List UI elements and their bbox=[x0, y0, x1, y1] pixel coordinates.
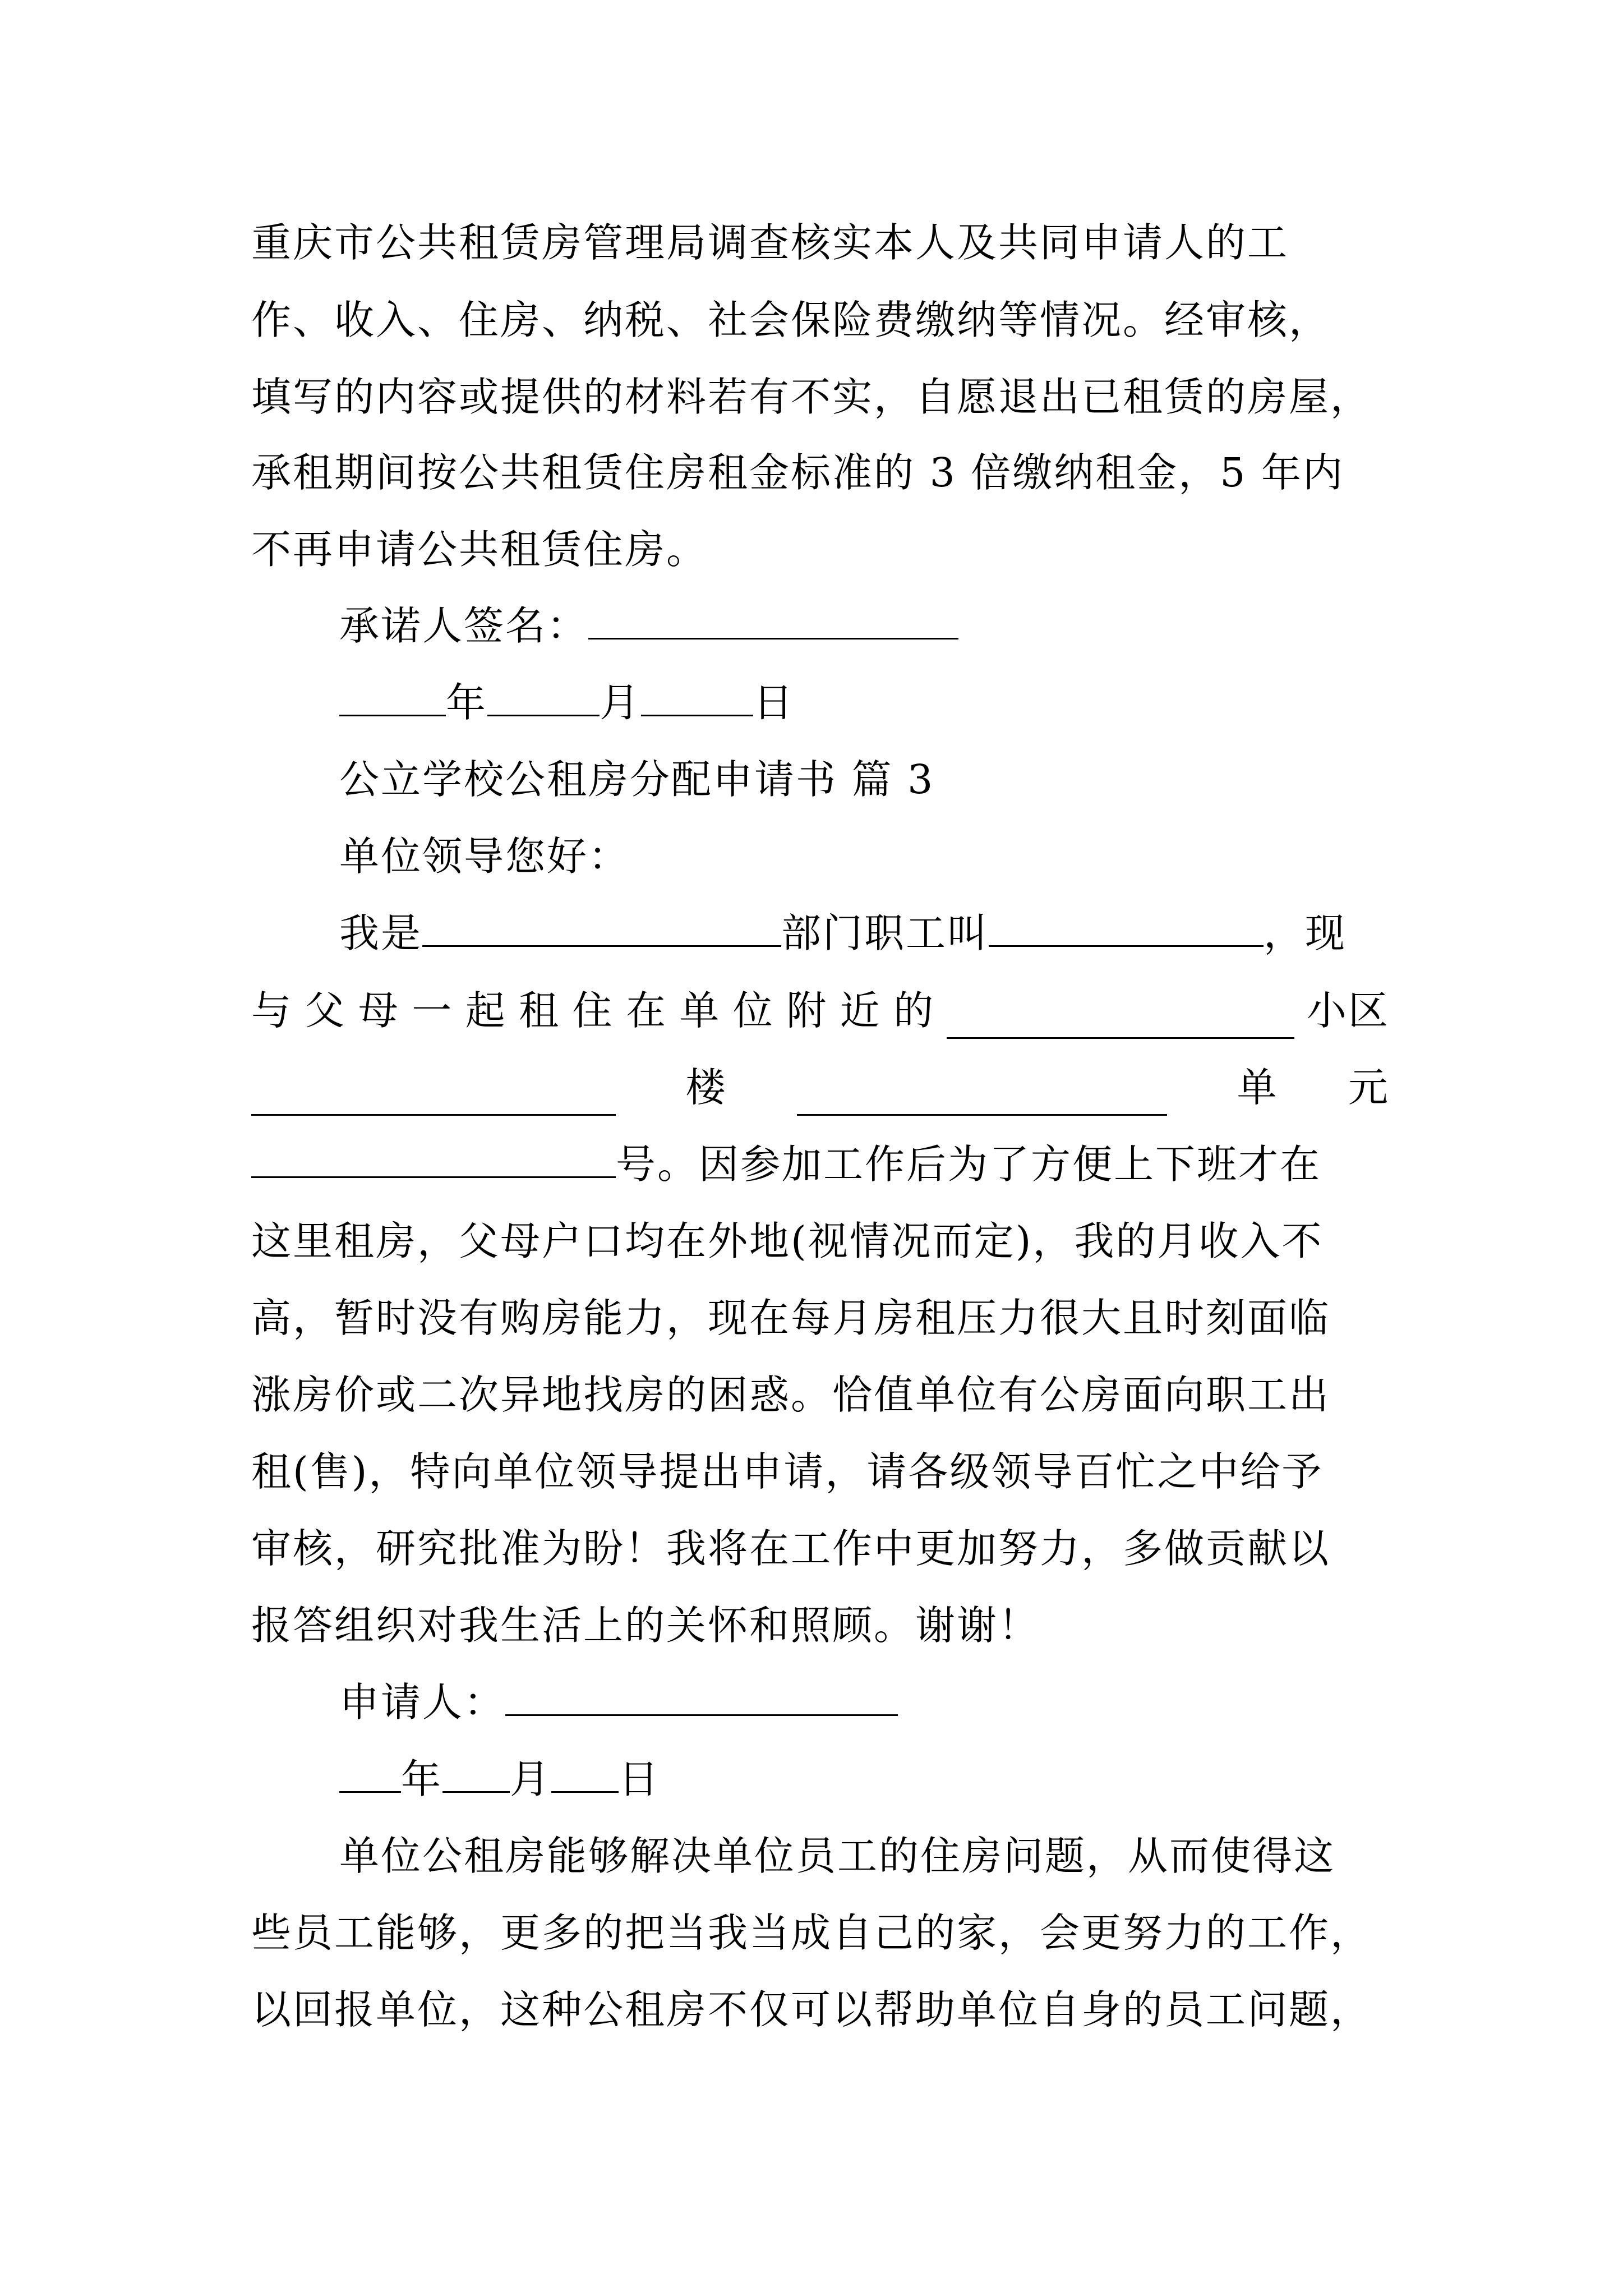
day-label: 日 bbox=[619, 1756, 661, 1802]
signature-label: 承诺人签名： bbox=[339, 602, 589, 649]
form-char: 一 bbox=[412, 987, 454, 1034]
year-label: 年 bbox=[446, 679, 488, 726]
form-char: 住 bbox=[572, 987, 614, 1034]
unit-blank[interactable] bbox=[797, 1075, 1167, 1116]
applicant-row bbox=[339, 1674, 1478, 1731]
form-text: 单 bbox=[1237, 1064, 1279, 1111]
paragraph-line: 承租期间按公共租赁住房租金标准的 3 倍缴纳租金，5 年内 bbox=[251, 449, 1345, 496]
year-blank[interactable] bbox=[339, 675, 446, 716]
paragraph-line: 以回报单位，这种公租房不仅可以帮助单位自身的员工问题， bbox=[251, 1986, 1372, 2033]
building-blank[interactable] bbox=[251, 1075, 616, 1116]
greeting: 单位领导您好： bbox=[339, 833, 630, 880]
name-blank[interactable] bbox=[989, 906, 1264, 947]
department-blank[interactable] bbox=[422, 906, 781, 947]
signature-row bbox=[339, 598, 1478, 654]
form-line-2 bbox=[251, 983, 1390, 1039]
month-label: 月 bbox=[510, 1756, 552, 1802]
form-line-1 bbox=[339, 905, 1478, 961]
form-char: 起 bbox=[465, 987, 507, 1034]
form-char: 租 bbox=[519, 987, 561, 1034]
year-label: 年 bbox=[401, 1756, 443, 1802]
section-title: 公立学校公租房分配申请书 篇 3 bbox=[339, 756, 935, 803]
day-blank[interactable] bbox=[551, 1752, 619, 1793]
form-char: 与 bbox=[251, 987, 293, 1034]
form-line-3 bbox=[251, 1060, 1390, 1116]
form-text: 楼 bbox=[685, 1064, 727, 1111]
paragraph-line: 高，暂时没有购房能力，现在每月房租压力很大且时刻面临 bbox=[251, 1295, 1331, 1341]
room-number-blank[interactable] bbox=[251, 1137, 616, 1178]
paragraph-line: 不再申请公共租赁住房。 bbox=[251, 526, 708, 573]
form-char: 单 bbox=[679, 987, 721, 1034]
paragraph-line: 些员工能够，更多的把当我当成自己的家，会更努力的工作， bbox=[251, 1910, 1372, 1956]
form-char: 附 bbox=[786, 987, 828, 1034]
form-line-4 bbox=[251, 1137, 1390, 1193]
form-char: 位 bbox=[732, 987, 774, 1034]
paragraph-line: 这里租房，父母户口均在外地(视情况而定)，我的月收入不 bbox=[251, 1218, 1324, 1264]
paragraph-line: 涨房价或二次异地找房的困惑。恰值单位有公房面向职工出 bbox=[251, 1372, 1331, 1418]
paragraph-line: 填写的内容或提供的材料若有不实，自愿退出已租赁的房屋， bbox=[251, 374, 1372, 420]
month-label: 月 bbox=[600, 679, 642, 726]
form-text: 小区 bbox=[1306, 987, 1390, 1034]
form-char: 母 bbox=[358, 987, 400, 1034]
date-row bbox=[339, 675, 1478, 731]
day-label: 日 bbox=[753, 679, 795, 726]
signature-blank[interactable] bbox=[588, 599, 958, 639]
paragraph-line: 报答组织对我生活上的关怀和照顾。谢谢！ bbox=[251, 1602, 1040, 1649]
date-row bbox=[339, 1751, 1478, 1807]
form-text: 元 bbox=[1348, 1064, 1390, 1111]
form-text: ，现 bbox=[1264, 910, 1347, 956]
form-text: 我是 bbox=[339, 910, 423, 956]
form-char: 近 bbox=[840, 987, 882, 1034]
form-text: 部门职工叫 bbox=[781, 910, 989, 956]
paragraph-line: 审核，研究批准为盼！我将在工作中更加努力，多做贡献以 bbox=[251, 1525, 1331, 1572]
day-blank[interactable] bbox=[641, 675, 753, 716]
community-blank[interactable] bbox=[947, 998, 1294, 1039]
paragraph-line: 租(售)，特向单位领导提出申请，请各级领导百忙之中给予 bbox=[251, 1448, 1324, 1495]
paragraph-line: 重庆市公共租赁房管理局调查核实本人及共同申请人的工 bbox=[251, 219, 1289, 266]
paragraph-line: 单位公租房能够解决单位员工的住房问题，从而使得这 bbox=[339, 1833, 1336, 1879]
month-blank[interactable] bbox=[487, 675, 600, 716]
month-blank[interactable] bbox=[442, 1752, 510, 1793]
paragraph-line: 作、收入、住房、纳税、社会保险费缴纳等情况。经审核， bbox=[251, 297, 1331, 343]
form-char: 父 bbox=[305, 987, 347, 1034]
form-char: 在 bbox=[625, 987, 667, 1034]
form-text: 号。因参加工作后为了方便上下班才在 bbox=[616, 1141, 1322, 1188]
form-char: 的 bbox=[893, 987, 935, 1034]
applicant-blank[interactable] bbox=[505, 1675, 898, 1716]
applicant-label: 申请人： bbox=[339, 1679, 506, 1726]
year-blank[interactable] bbox=[339, 1752, 401, 1793]
